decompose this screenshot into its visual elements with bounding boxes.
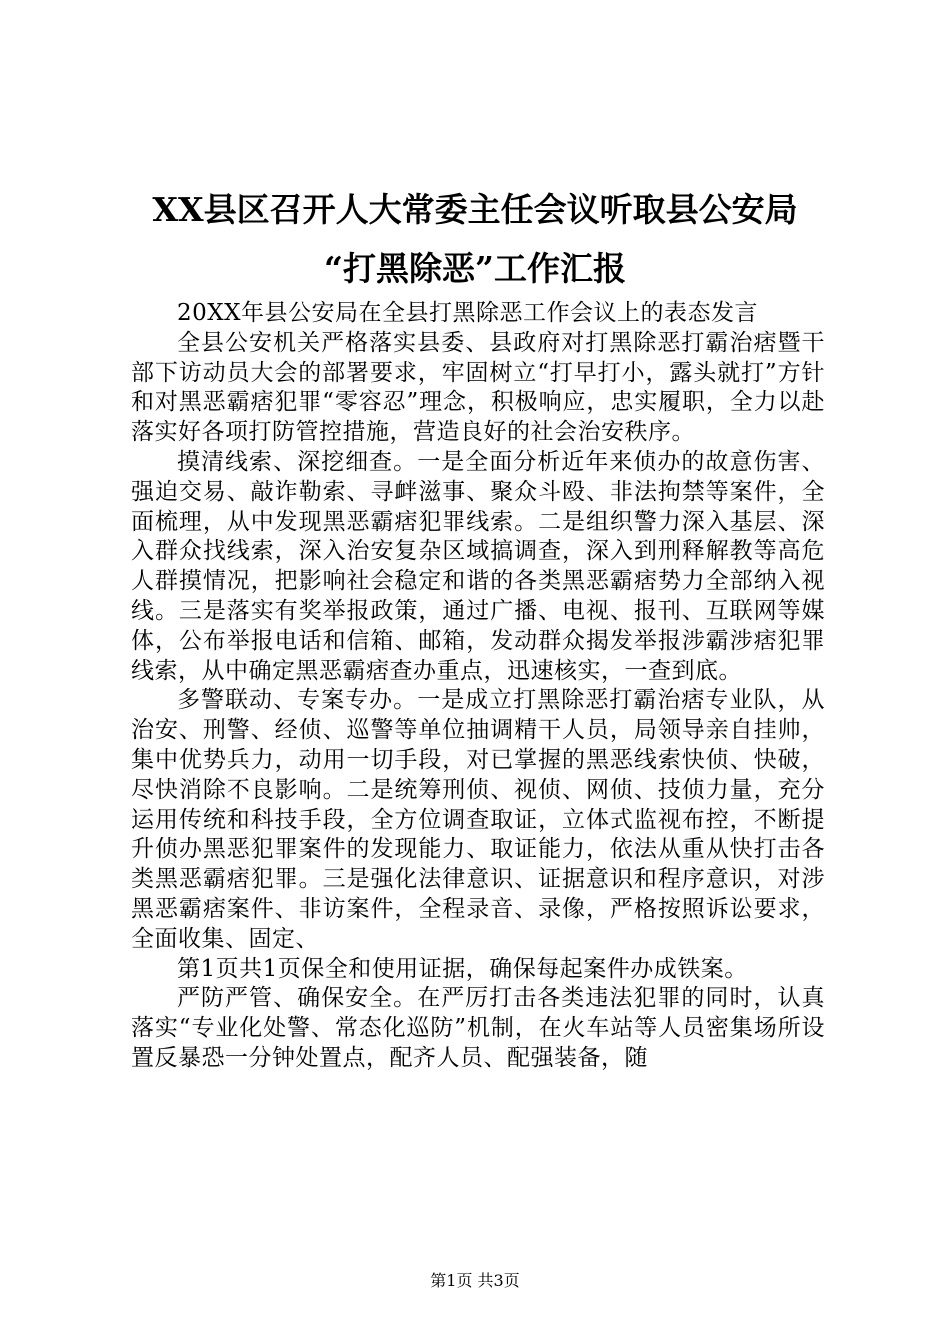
paragraph-clues: 摸清线索、深挖细查。一是全面分析近年来侦办的故意伤害、强迫交易、敲诈勒索、寻衅滋事、聚众斗殴、非法拘禁等案件，全面梳理，从中发现黑恶霸痞犯罪线索。二是组织警力深入基层、深入群众找线索，深入治安复杂区域搞调查，深入到刑释解教等高危人群摸情况，把影响社会稳定和谐的各类黑恶霸痞势力全部纳入视线。三是落实有奖举报政策，通过广播、电视、报刊、互联网等媒体，公布举报电话和信箱、邮箱，发动群众揭发举报涉霸涉痞犯罪线索，从中确定黑恶霸痞查办重点，迅速核实，一查到底。	[131, 448, 825, 684]
page-number-footer: 第1页 共3页	[430, 1271, 520, 1290]
paragraph-evidence: 第1页共1页保全和使用证据，确保每起案件办成铁案。	[177, 955, 748, 982]
paragraph-prevention: 严防严管、确保安全。在严厉打击各类违法犯罪的同时，认真落实“专业化处警、常态化巡防”机制，在火车站等人员密集场所设置反暴恐一分钟处置点，配齐人员、配强装备，随	[131, 985, 825, 1071]
paragraph-intro: 全县公安机关严格落实县委、县政府对打黑除恶打霸治痞暨干部下访动员大会的部署要求，牢固树立“打早打小，露头就打”方针和对黑恶霸痞犯罪“零容忍”理念，积极响应，忠实履职，全力以赴落实好各项打防管控措施，营造良好的社会治安秩序。	[131, 329, 825, 446]
document-title-line-2: “打黑除恶”工作汇报	[324, 249, 626, 288]
document-title-line-1: XX县区召开人大常委主任会议听取县公安局	[152, 190, 798, 229]
paragraph-joint-action: 多警联动、专案专办。一是成立打黑除恶打霸治痞专业队，从治安、刑警、经侦、巡警等单位抽调精干人员，局领导亲自挂帅，集中优势兵力，动用一切手段，对已掌握的黑恶线索快侦、快破，尽快消除不良影响。二是统筹刑侦、视侦、网侦、技侦力量，充分运用传统和科技手段，全方位调查取证，立体式监视布控，不断提升侦办黑恶犯罪案件的发现能力、取证能力，依法从重从快打击各类黑恶霸痞犯罪。三是强化法律意识、证据意识和程序意识，对涉黑恶霸痞案件、非访案件，全程录音、录像，严格按照诉讼要求，全面收集、固定、	[131, 687, 825, 952]
document-subtitle: 20XX年县公安局在全县打黑除恶工作会议上的表态发言	[177, 300, 759, 326]
document-body	[131, 299, 825, 1074]
